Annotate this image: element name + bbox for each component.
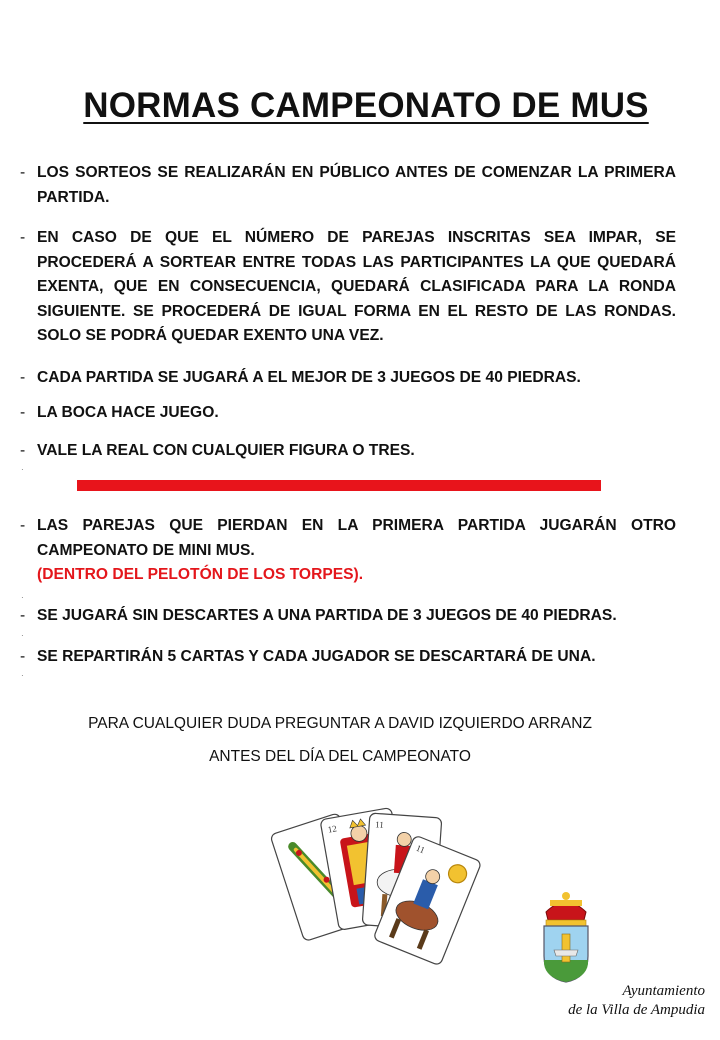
svg-text:12: 12 bbox=[326, 823, 338, 835]
rule-dash: - bbox=[20, 517, 26, 534]
svg-text:11: 11 bbox=[414, 842, 427, 856]
main-rules-list-2 bbox=[20, 226, 676, 349]
bullet-dot: · bbox=[21, 671, 24, 680]
rule-item bbox=[20, 514, 676, 588]
svg-text:11: 11 bbox=[374, 819, 385, 830]
rule-text: LOS SORTEOS SE REALIZARÁN EN PÚBLICO ANTES DE COMENZAR LA PRIMERA PARTIDA. bbox=[37, 164, 676, 206]
rule-dash: - bbox=[20, 442, 26, 459]
main-rules-list bbox=[20, 161, 676, 210]
mini-rules-list bbox=[20, 514, 676, 588]
rule-dash: - bbox=[20, 404, 26, 421]
main-rules-list-5 bbox=[20, 439, 676, 464]
bullet-dot: · bbox=[21, 631, 24, 640]
contact-line-2: ANTES DEL DÍA DEL CAMPEONATO bbox=[209, 748, 471, 765]
rule-text: CADA PARTIDA SE JUGARÁ A EL MEJOR DE 3 JUEGOS DE 40 PIEDRAS. bbox=[37, 369, 581, 386]
coat-of-arms-icon bbox=[536, 890, 596, 985]
rule-dash: - bbox=[20, 607, 26, 624]
rule-item bbox=[20, 161, 676, 210]
rule-item bbox=[20, 439, 676, 464]
rule-note-red: (DENTRO DEL PELOTÓN DE LOS TORPES). bbox=[37, 566, 364, 583]
rule-dash: - bbox=[20, 229, 26, 246]
bullet-dot: · bbox=[21, 593, 24, 602]
rule-item bbox=[20, 226, 676, 349]
contact-line-1: PARA CUALQUIER DUDA PREGUNTAR A DAVID IZQUIERDO ARRANZ bbox=[88, 715, 592, 732]
mini-rules-list-3 bbox=[20, 645, 676, 670]
rule-dash: - bbox=[20, 164, 26, 181]
rule-text: VALE LA REAL CON CUALQUIER FIGURA O TRES. bbox=[37, 442, 415, 459]
municipality-signature bbox=[535, 982, 705, 1020]
main-rules-list-3 bbox=[20, 366, 676, 391]
rule-item bbox=[20, 645, 676, 670]
rule-text: LA BOCA HACE JUEGO. bbox=[37, 404, 219, 421]
rule-text-main: LAS PAREJAS QUE PIERDAN EN LA PRIMERA PARTIDA JUGARÁN OTRO CAMPEONATO DE MINI MUS. bbox=[37, 517, 676, 559]
page-title bbox=[0, 86, 720, 126]
bullet-dot: · bbox=[21, 465, 24, 474]
spanish-playing-cards-icon bbox=[250, 795, 500, 970]
signature-line-1: Ayuntamiento bbox=[622, 983, 705, 999]
red-divider bbox=[77, 480, 601, 491]
title-text: NORMAS CAMPEONATO DE MUS bbox=[83, 86, 649, 125]
rule-text: SE JUGARÁ SIN DESCARTES A UNA PARTIDA DE 3 JUEGOS DE 40 PIEDRAS. bbox=[37, 607, 617, 624]
rule-text: SE REPARTIRÁN 5 CARTAS Y CADA JUGADOR SE DESCARTARÁ DE UNA. bbox=[37, 648, 596, 665]
rule-text: EN CASO DE QUE EL NÚMERO DE PAREJAS INSCRITAS SEA IMPAR, SE PROCEDERÁ A SORTEAR ENTRE TODAS LAS PARTICIPANTES LA QUE QUEDARÁ EXENTA, QUE EN CONSECUENCIA, QUEDARÁ CLASIFICADA PARA LA RONDA SIGUIENTE. SE PROCEDERÁ DE IGUAL FORMA EN EL RESTO DE LAS RONDAS. SOLO SE PODRÁ QUEDAR EXENTO UNA VEZ. bbox=[37, 229, 676, 344]
mini-rules-list-2 bbox=[20, 604, 676, 629]
main-rules-list-4 bbox=[20, 401, 676, 426]
signature-line-2: de la Villa de Ampudia bbox=[568, 1002, 705, 1018]
rule-item bbox=[20, 604, 676, 629]
rule-item bbox=[20, 366, 676, 391]
rule-item bbox=[20, 401, 676, 426]
rule-dash: - bbox=[20, 369, 26, 386]
rule-text bbox=[37, 514, 676, 588]
rule-dash: - bbox=[20, 648, 26, 665]
